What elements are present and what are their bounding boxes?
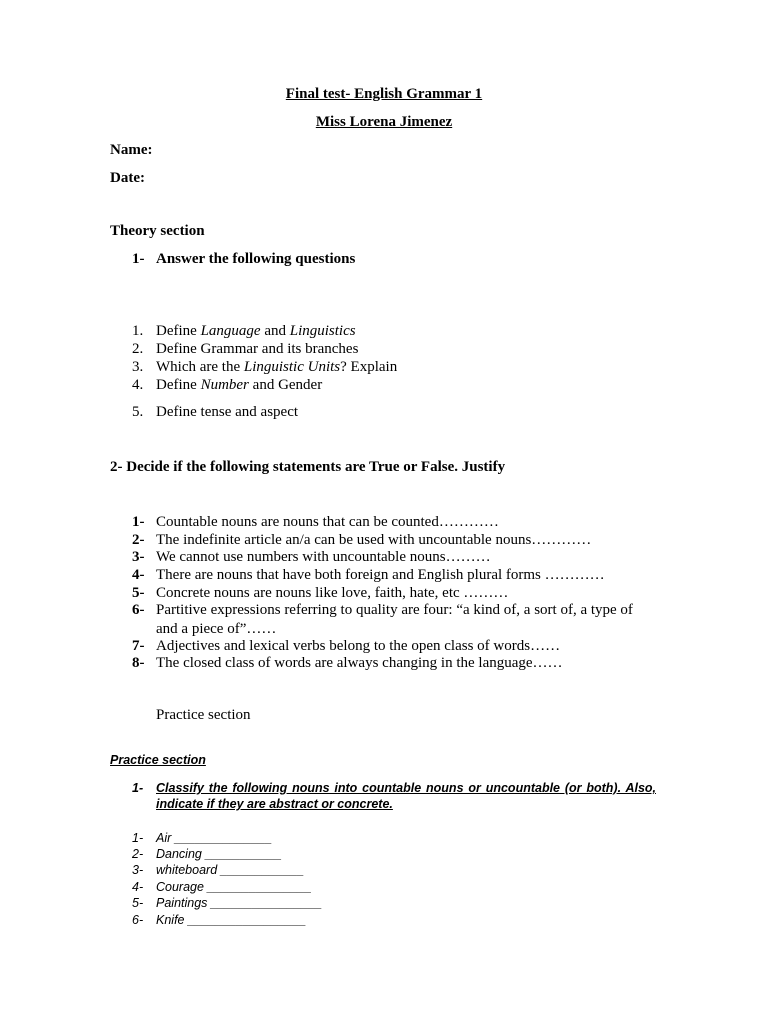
page-title: Final test- English Grammar 1 bbox=[285, 86, 483, 102]
list-item: 1- Air ______________ bbox=[132, 831, 273, 845]
theory-heading: Theory section bbox=[110, 223, 205, 239]
list-item: 3. Which are the Linguistic Units? Explain bbox=[132, 359, 398, 375]
question-2-heading: 2- Decide if the following statements are True or False. Justify bbox=[110, 459, 506, 475]
list-item: 3- We cannot use numbers with uncountable nouns……… bbox=[132, 549, 491, 565]
list-item: 2. Define Grammar and its branches bbox=[132, 341, 359, 357]
list-item: 6- Partitive expressions referring to quality are four: “a kind of, a sort of, a type of bbox=[132, 602, 633, 618]
question-1-text: Answer the following questions bbox=[156, 251, 356, 267]
list-item: 8- The closed class of words are always changing in the language…… bbox=[132, 655, 563, 671]
question-1-heading bbox=[132, 251, 355, 268]
date-label: Date: bbox=[110, 170, 145, 186]
teacher-name: Miss Lorena Jimenez bbox=[315, 114, 453, 130]
practice-heading: Practice section bbox=[110, 753, 206, 767]
list-item: 2- Dancing ___________ bbox=[132, 847, 282, 861]
list-item: 5- Concrete nouns are nouns like love, faith, hate, etc ……… bbox=[132, 585, 509, 601]
practice-question-number: 1- bbox=[132, 781, 144, 795]
name-label: Name: bbox=[110, 142, 153, 158]
practice-question-text: Classify the following nouns into countable nouns or uncountable (or both). Also, bbox=[156, 781, 656, 795]
practice-question-text-2: indicate if they are abstract or concrete. bbox=[156, 797, 393, 811]
question-1-number: 1- bbox=[132, 251, 145, 267]
list-item: 3- whiteboard ____________ bbox=[132, 863, 305, 877]
list-item: 4. Define Number and Gender bbox=[132, 377, 323, 393]
list-item-continuation: and a piece of”…… bbox=[156, 621, 277, 637]
list-item: 1. Define Language and Linguistics bbox=[132, 323, 356, 339]
list-item: 5- Paintings ________________ bbox=[132, 896, 323, 910]
practice-section-plain: Practice section bbox=[156, 707, 251, 723]
list-item: 4- There are nouns that have both foreign and English plural forms ………… bbox=[132, 567, 605, 583]
list-item: 7- Adjectives and lexical verbs belong to the open class of words…… bbox=[132, 638, 561, 654]
list-item: 5. Define tense and aspect bbox=[132, 404, 299, 420]
list-item: 2- The indefinite article an/a can be used with uncountable nouns………… bbox=[132, 532, 592, 548]
list-item: 6- Knife _________________ bbox=[132, 913, 307, 927]
list-item: 1- Countable nouns are nouns that can be counted………… bbox=[132, 514, 499, 530]
list-item: 4- Courage _______________ bbox=[132, 880, 312, 894]
